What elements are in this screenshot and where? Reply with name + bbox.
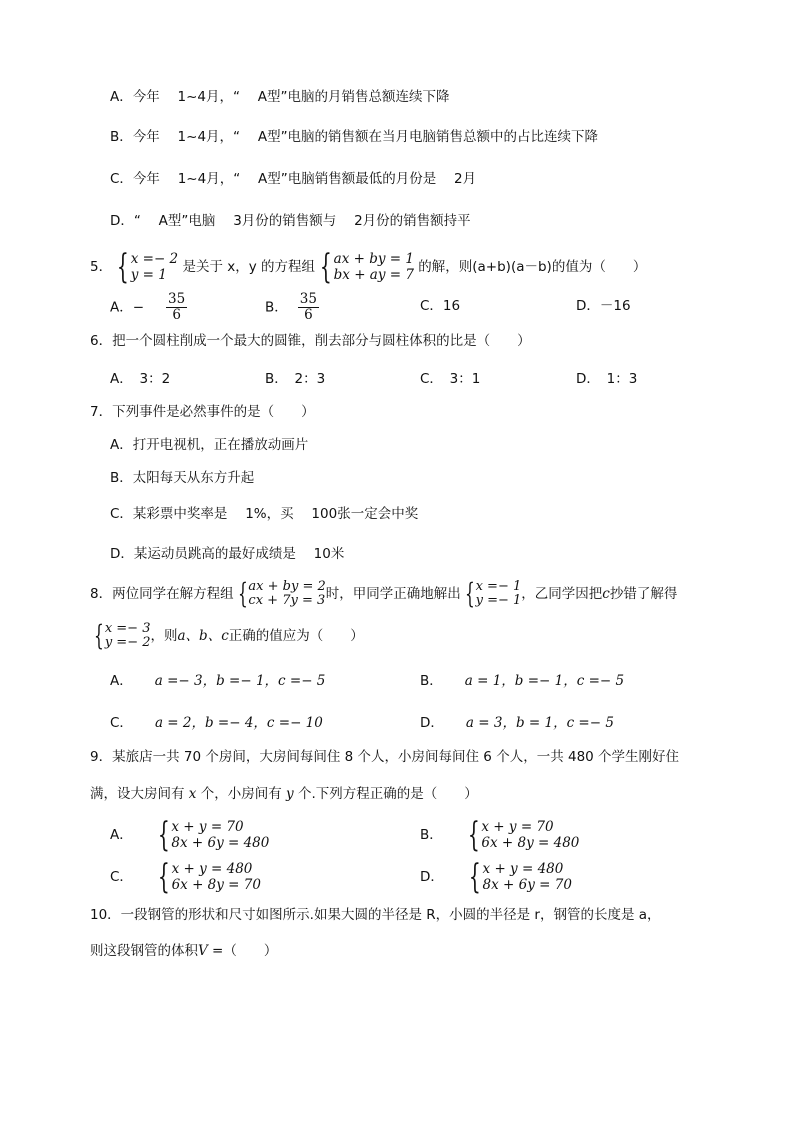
q5-mid-text: 是关于 x，y 的方程组 (182, 259, 316, 275)
q7-option-d: D．某运动员跳高的最好成绩是 10米 (110, 546, 345, 562)
q6-option-d: D． 1：3 (576, 371, 638, 387)
q7-option-a: A．打开电视机，正在播放动画片 (110, 437, 309, 453)
q5-option-d: D．－16 (576, 298, 631, 314)
q5-option-c: C．16 (420, 298, 461, 314)
q9-option-b: B． { x + y = 70 6x + 8y = 480 (420, 815, 580, 855)
q5-number: 5． (90, 259, 113, 275)
q9-stem-line1: 9．某旅店一共 70 个房间，大房间每间住 8 个人，小房间每间住 6 个人，一共 480 个学生刚好住 (90, 749, 680, 765)
q8-option-d: D． a = 3，b = 1，c =− 5 (420, 715, 614, 731)
q6-option-b: B． 2：3 (265, 371, 326, 387)
q5-solution-system: { x =− 2 y = 1 (116, 247, 179, 287)
q10-stem-line2: 则这段钢管的体积V =（ ） (90, 943, 278, 959)
q9-option-d: D． { x + y = 480 8x + 6y = 70 (420, 857, 572, 897)
q4-option-d: D．“ A型”电脑 3月份的销售额与 2月份的销售额持平 (110, 213, 471, 229)
q6-option-c: C． 3：1 (420, 371, 481, 387)
q8-stem-line2: { x =− 3 y =− 2 ，则a、b、c正确的值应为（ ） (90, 622, 364, 650)
q5-option-b: B． $\frac{35}{6}$ (265, 291, 317, 323)
q6-stem: 6．把一个圆柱削成一个最大的圆锥，削去部分与圆柱体积的比是（ ） (90, 333, 531, 349)
q7-option-c: C．某彩票中奖率是 1%，买 100张一定会中奖 (110, 506, 419, 522)
q7-option-b: B．太阳每天从东方升起 (110, 470, 255, 486)
q5-equation-system: { ax + by = 1 bx + ay = 7 (319, 247, 414, 287)
q4-option-c: C．今年 1~4月，“ A型”电脑销售额最低的月份是 2月 (110, 171, 477, 187)
q8-stem-line1: 8．两位同学在解方程组 { ax + by = 2 cx + 7y = 3 时，甲同学正确地解出 { x =− 1 y =− 1 ，乙同学因把c抄错了解得 (90, 577, 678, 610)
q8-option-a: A． a =− 3，b =− 1，c =− 5 (110, 673, 326, 689)
q5-sol-x: x =− 2 (130, 251, 179, 267)
q9-option-a: A． { x + y = 70 8x + 6y = 480 (110, 815, 270, 855)
q8-option-c: C． a = 2，b =− 4，c =− 10 (110, 715, 323, 731)
q7-stem: 7．下列事件是必然事件的是（ ） (90, 404, 315, 420)
q6-option-a: A． 3：2 (110, 371, 171, 387)
q8-wrong-solution: { x =− 3 y =− 2 (94, 619, 151, 652)
q8-option-b: B． a = 1，b =− 1，c =− 5 (420, 673, 625, 689)
q5-tail-text: 的解，则(a+b)(a－b)的值为（ ） (418, 259, 647, 275)
q4-option-a: A．今年 1~4月，“ A型”电脑的月销售总额连续下降 (110, 89, 450, 105)
q5-eq1: ax + by = 1 (333, 251, 414, 267)
q9-option-c: C． { x + y = 480 6x + 8y = 70 (110, 857, 261, 897)
q8-equation-system: { ax + by = 2 cx + 7y = 3 (237, 577, 326, 610)
q4-option-b: B．今年 1~4月，“ A型”电脑的销售额在当月电脑销售总额中的占比连续下降 (110, 129, 599, 145)
q9-stem-line2: 满，设大房间有 x 个，小房间有 y 个.下列方程正确的是（ ） (90, 786, 478, 802)
q10-stem-line1: 10．一段钢管的形状和尺寸如图所示.如果大圆的半径是 R，小圆的半径是 r，钢管的长度是 a， (90, 907, 661, 923)
q5-option-a: A．− $\frac{35}{6}$ (110, 291, 186, 323)
q5-stem (90, 247, 647, 287)
q5-sol-y: y = 1 (130, 267, 167, 283)
q8-correct-solution: { x =− 1 y =− 1 (464, 577, 522, 610)
q5-eq2: bx + ay = 7 (333, 267, 414, 283)
